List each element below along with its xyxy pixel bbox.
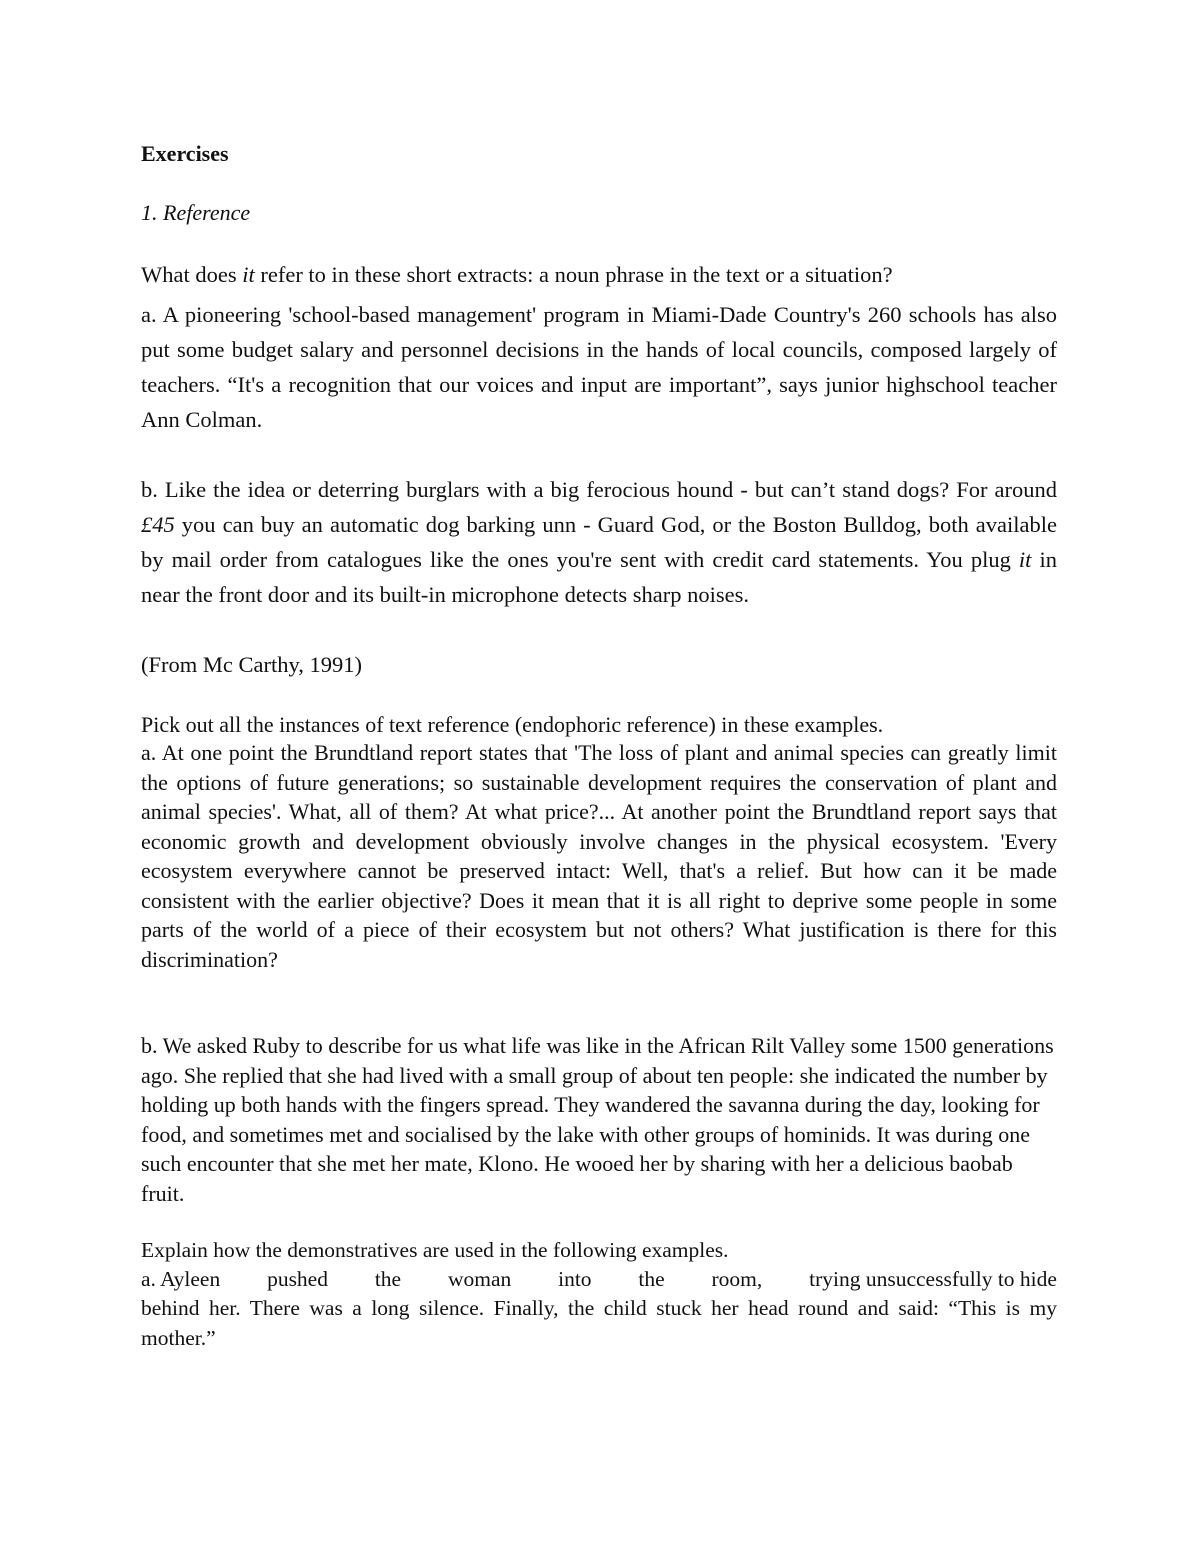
exercise-3-prompt: Explain how the demonstratives are used in the following examples. — [141, 1238, 729, 1262]
exercise-1-extract-b: b. Like the idea or deterring burglars with a big ferocious hound - but can’t stand dogs? For around £45 you can buy an automatic dog barking unn - Guard God, or the Boston Bulldog, both available by mail order from catalogues like the ones you're sent with credit card statements. You plug it in near the front door and its built-in microphone detects sharp noises. — [141, 477, 1057, 607]
exercise-2-prompt: Pick out all the instances of text reference (endophoric reference) in these examples. — [141, 712, 884, 737]
exercise-3-extract-a-first-line: a. Ayleen pushed the woman into the room, trying unsuccessfully to hide — [141, 1267, 1057, 1291]
page-title: Exercises — [141, 141, 229, 166]
exercise-1-prompt: What does it refer to in these short extracts: a noun phrase in the text or a situation? — [141, 262, 893, 287]
section-heading: 1. Reference — [141, 200, 251, 225]
emphasis-it: it — [242, 262, 255, 287]
exercise-2-extract-b: b. We asked Ruby to describe for us what life was like in the African Rilt Valley some 1500 generations ago. She replied that she had lived with a small group of about ten people: she indicated the number by holding up both hands with the fingers spread. They wandered the savanna during the day, looking for food, and sometimes met and socialised by the lake with other groups of hominids. It was during one such encounter that she met her mate, Klono. He wooed her by sharing with her a delicious baobab fruit. — [141, 1033, 1054, 1206]
source-citation: (From Mc Carthy, 1991) — [141, 652, 363, 677]
exercise-1-extract-a: a. A pioneering 'school-based management' program in Miami-Dade Country's 260 schools has also put some budget salary and personnel decisions in the hands of local councils, composed largely of teachers. “It's a recognition that our voices and input are important”, says junior highschool teacher Ann Colman. — [141, 302, 1057, 432]
exercise-3-extract-a: behind her. There was a long silence. Finally, the child stuck her head round and said: “This is my mother.” — [141, 1296, 1057, 1350]
emphasis-price: £45 — [141, 512, 175, 537]
emphasis-it: it — [1018, 547, 1032, 572]
exercise-2-extract-a: a. At one point the Brundtland report states that 'The loss of plant and animal species can greatly limit the options of future generations; so sustainable development requires the conservation of plant and animal species'. What, all of them? At what price?... At another point the Brundtland report says that economic growth and development obviously involve changes in the physical ecosystem. 'Every ecosystem everywhere cannot be preserved intact: Well, that's a relief. But how can it be made consistent with the earlier objective? Does it mean that it is all right to deprive some people in some parts of the world of a piece of their ecosystem but not others? What justification is there for this discrimination? — [141, 740, 1057, 972]
